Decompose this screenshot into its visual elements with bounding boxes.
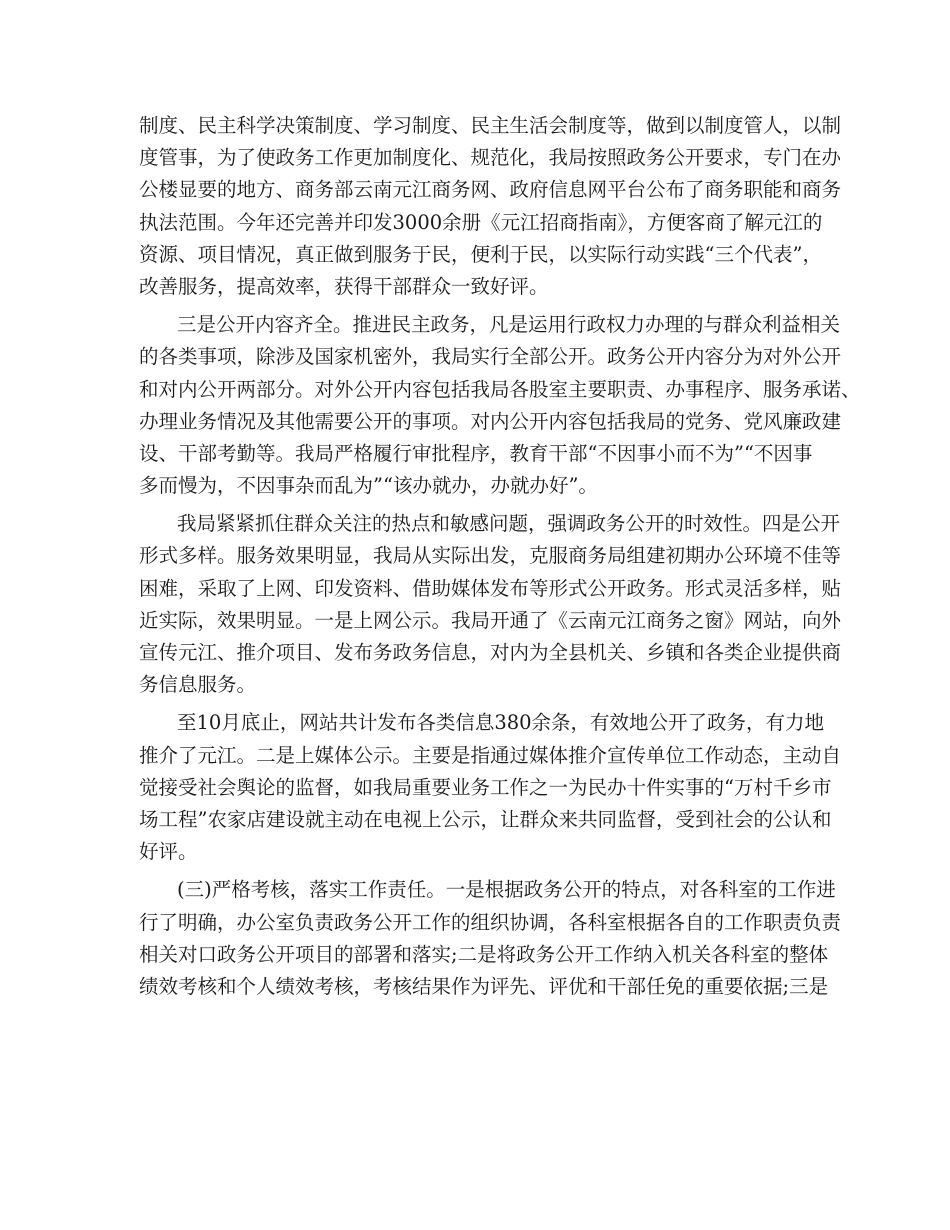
text-line: 我局紧紧抓住群众关注的热点和敏感问题，强调政务公开的时效性。四是公开 xyxy=(177,512,841,536)
text-line: 执法范围。今年还完善并印发3000余册《元江招商指南》，方便客商了解元江的 xyxy=(139,210,823,234)
text-line: 资源、项目情况，真正做到服务于民，便利于民，以实际行动实践“三个代表”， xyxy=(139,242,822,266)
text-line: 的各类事项，除涉及国家机密外，我局实行全部公开。政务公开内容分为对外公开 xyxy=(139,345,842,369)
paragraph xyxy=(139,707,842,868)
text-line: 场工程”农家店建设就主动在电视上公示，让群众来共同监督，受到社会的公认和 xyxy=(139,807,832,831)
text-line: 三是公开内容齐全。推进民主政务，凡是运用行政权力办理的与群众利益相关 xyxy=(177,313,841,337)
text-line: 公楼显要的地方、商务部云南元江商务网、政府信息网平台公布了商务职能和商务 xyxy=(139,178,842,202)
text-line: 办理业务情况及其他需要公开的事项。对内公开内容包括我局的党务、党风廉政建 xyxy=(139,409,842,433)
text-line: 绩效考核和个人绩效考核，考核结果作为评先、评优和干部任免的重要依据;三是 xyxy=(139,974,829,998)
text-line: 近实际，效果明显。一是上网公示。我局开通了《云南元江商务之窗》网站，向外 xyxy=(139,608,842,632)
paragraph xyxy=(139,874,842,1003)
text-line: 相关对口政务公开项目的部署和落实;二是将政务公开工作纳入机关各科室的整体 xyxy=(139,942,829,966)
text-line: 觉接受社会舆论的监督，如我局重要业务工作之一为民办十件实事的“万村千乡市 xyxy=(139,775,832,799)
text-line: 行了明确，办公室负责政务公开工作的组织协调，各科室根据各自的工作职责负责 xyxy=(139,910,842,934)
text-line: 改善服务，提高效率，获得干部群众一致好评。 xyxy=(139,274,549,298)
text-line: 形式多样。服务效果明显，我局从实际出发，克服商务局组建初期办公环境不佳等 xyxy=(139,544,842,568)
text-line: 推介了元江。二是上媒体公示。主要是指通过媒体推介宣传单位工作动态，主动自 xyxy=(139,743,842,767)
paragraph xyxy=(139,110,842,303)
text-line: 度管事，为了使政务工作更加制度化、规范化，我局按照政务公开要求，专门在办 xyxy=(139,146,842,170)
text-line: 好评。 xyxy=(139,840,198,864)
text-line: 和对内公开两部分。对外公开内容包括我局各股室主要职责、办事程序、服务承诺、 xyxy=(139,377,861,401)
text-line: 设、干部考勤等。我局严格履行审批程序，教育干部“不因事小而不为”“不因事 xyxy=(139,441,813,465)
document-page xyxy=(139,110,861,1003)
text-line: 宣传元江、推介项目、发布务政务信息，对内为全县机关、乡镇和各类企业提供商 xyxy=(139,641,842,664)
text-line: (三)严格考核，落实工作责任。一是根据政务公开的特点，对各科室的工作进 xyxy=(177,878,836,902)
paragraph xyxy=(139,508,842,701)
text-line: 至10月底止，网站共计发布各类信息380余条，有效地公开了政务，有力地 xyxy=(177,711,825,735)
paragraph xyxy=(139,309,861,502)
text-line: 困难，采取了上网、印发资料、借助媒体发布等形式公开政务。形式灵活多样，贴 xyxy=(139,576,842,600)
text-line: 多而慢为，不因事杂而乱为”“该办就办，办就办好”。 xyxy=(139,474,598,498)
text-line: 务信息服务。 xyxy=(139,673,257,697)
text-line: 制度、民主科学决策制度、学习制度、民主生活会制度等，做到以制度管人，以制 xyxy=(139,114,842,137)
